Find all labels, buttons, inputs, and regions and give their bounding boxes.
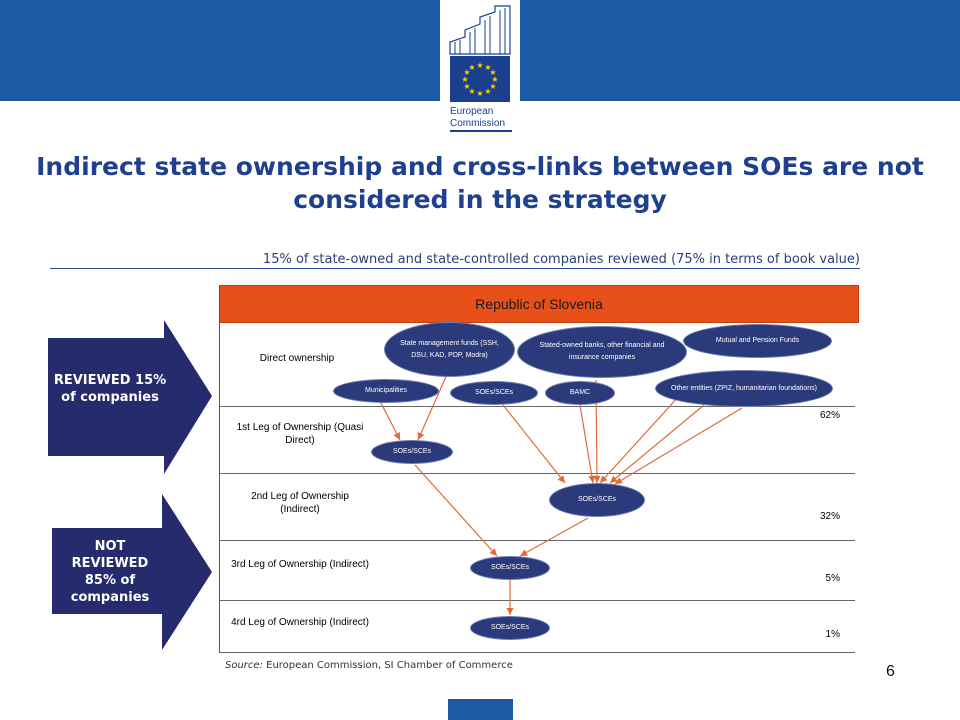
row-label-leg4: 4rd Leg of Ownership (Indirect) [231,617,369,628]
svg-text:★: ★ [468,63,476,72]
svg-text:★: ★ [489,68,497,77]
node-state-management-funds: State management funds (SSH, DSU, KAD, PDP, Modra) [384,322,515,377]
node-soes-leg1: SOEs/SCEs [371,440,453,464]
connector-other-leg2 [610,405,704,483]
node-state-owned-banks: Stated-owned banks, other financial and insurance companies [517,326,687,378]
node-bamc: BAMC [545,381,615,405]
row-label-leg2: 2nd Leg of Ownership (Indirect) [251,491,349,515]
connector-leg1-leg3 [415,465,497,556]
row-label-leg3: 3rd Leg of Ownership (Indirect) [231,559,369,570]
node-soes-leg3: SOEs/SCEs [470,556,550,580]
pct-leg4: 1% [825,629,840,640]
row-label-leg1: 1st Leg of Ownership (Quasi Direct) [236,422,364,446]
row-label-direct: Direct ownership [259,353,335,364]
pct-leg2: 32% [819,511,840,522]
connector-soes-leg2 [503,405,565,483]
svg-text:★: ★ [476,61,484,70]
connector-leg2-leg3 [520,518,588,556]
connector-bamc-leg2 [580,405,593,483]
svg-text:★: ★ [491,75,499,84]
ec-logo-line2: Commission [450,118,506,129]
page-number: 6 [886,663,895,680]
source-text: European Commission, SI Chamber of Commerce [266,660,513,671]
node-soes-direct: SOEs/SCEs [450,381,538,405]
node-soes-leg4: SOEs/SCEs [470,616,550,640]
svg-text:★: ★ [463,82,471,91]
node-other-entities: Other entities (ZPIZ, humanitarian foundations) [655,370,833,407]
svg-text:★: ★ [484,87,492,96]
footer-tab [448,699,513,720]
node-municipalities: Municipalities [333,379,439,403]
connector-municipalities-leg1 [380,401,400,440]
svg-text:★: ★ [489,82,497,91]
svg-text:★: ★ [484,63,492,72]
node-soes-leg2: SOEs/SCEs [549,483,645,517]
slide-subtitle: 15% of state-owned and state-controlled companies reviewed (75% in terms of book value) [262,252,860,267]
svg-text:★: ★ [476,89,484,98]
svg-text:★: ★ [463,68,471,77]
pct-leg3: 5% [825,573,840,584]
node-mutual-pension-funds: Mutual and Pension Funds [683,324,832,358]
reviewed-label: REVIEWED 15% of companies [53,373,167,405]
svg-text:★: ★ [461,75,469,84]
ec-logo-line1: European [450,106,494,117]
pct-leg1: 62% [819,410,840,421]
source-label: Source: [225,660,263,671]
source-note [225,660,513,671]
republic-banner: Republic of Slovenia [219,285,859,323]
slide-title: Indirect state ownership and cross-links between SOEs are not considered in the strategy [36,152,924,214]
not-reviewed-label: NOT REVIEWED 85% of companies [70,539,150,605]
svg-text:★: ★ [468,87,476,96]
